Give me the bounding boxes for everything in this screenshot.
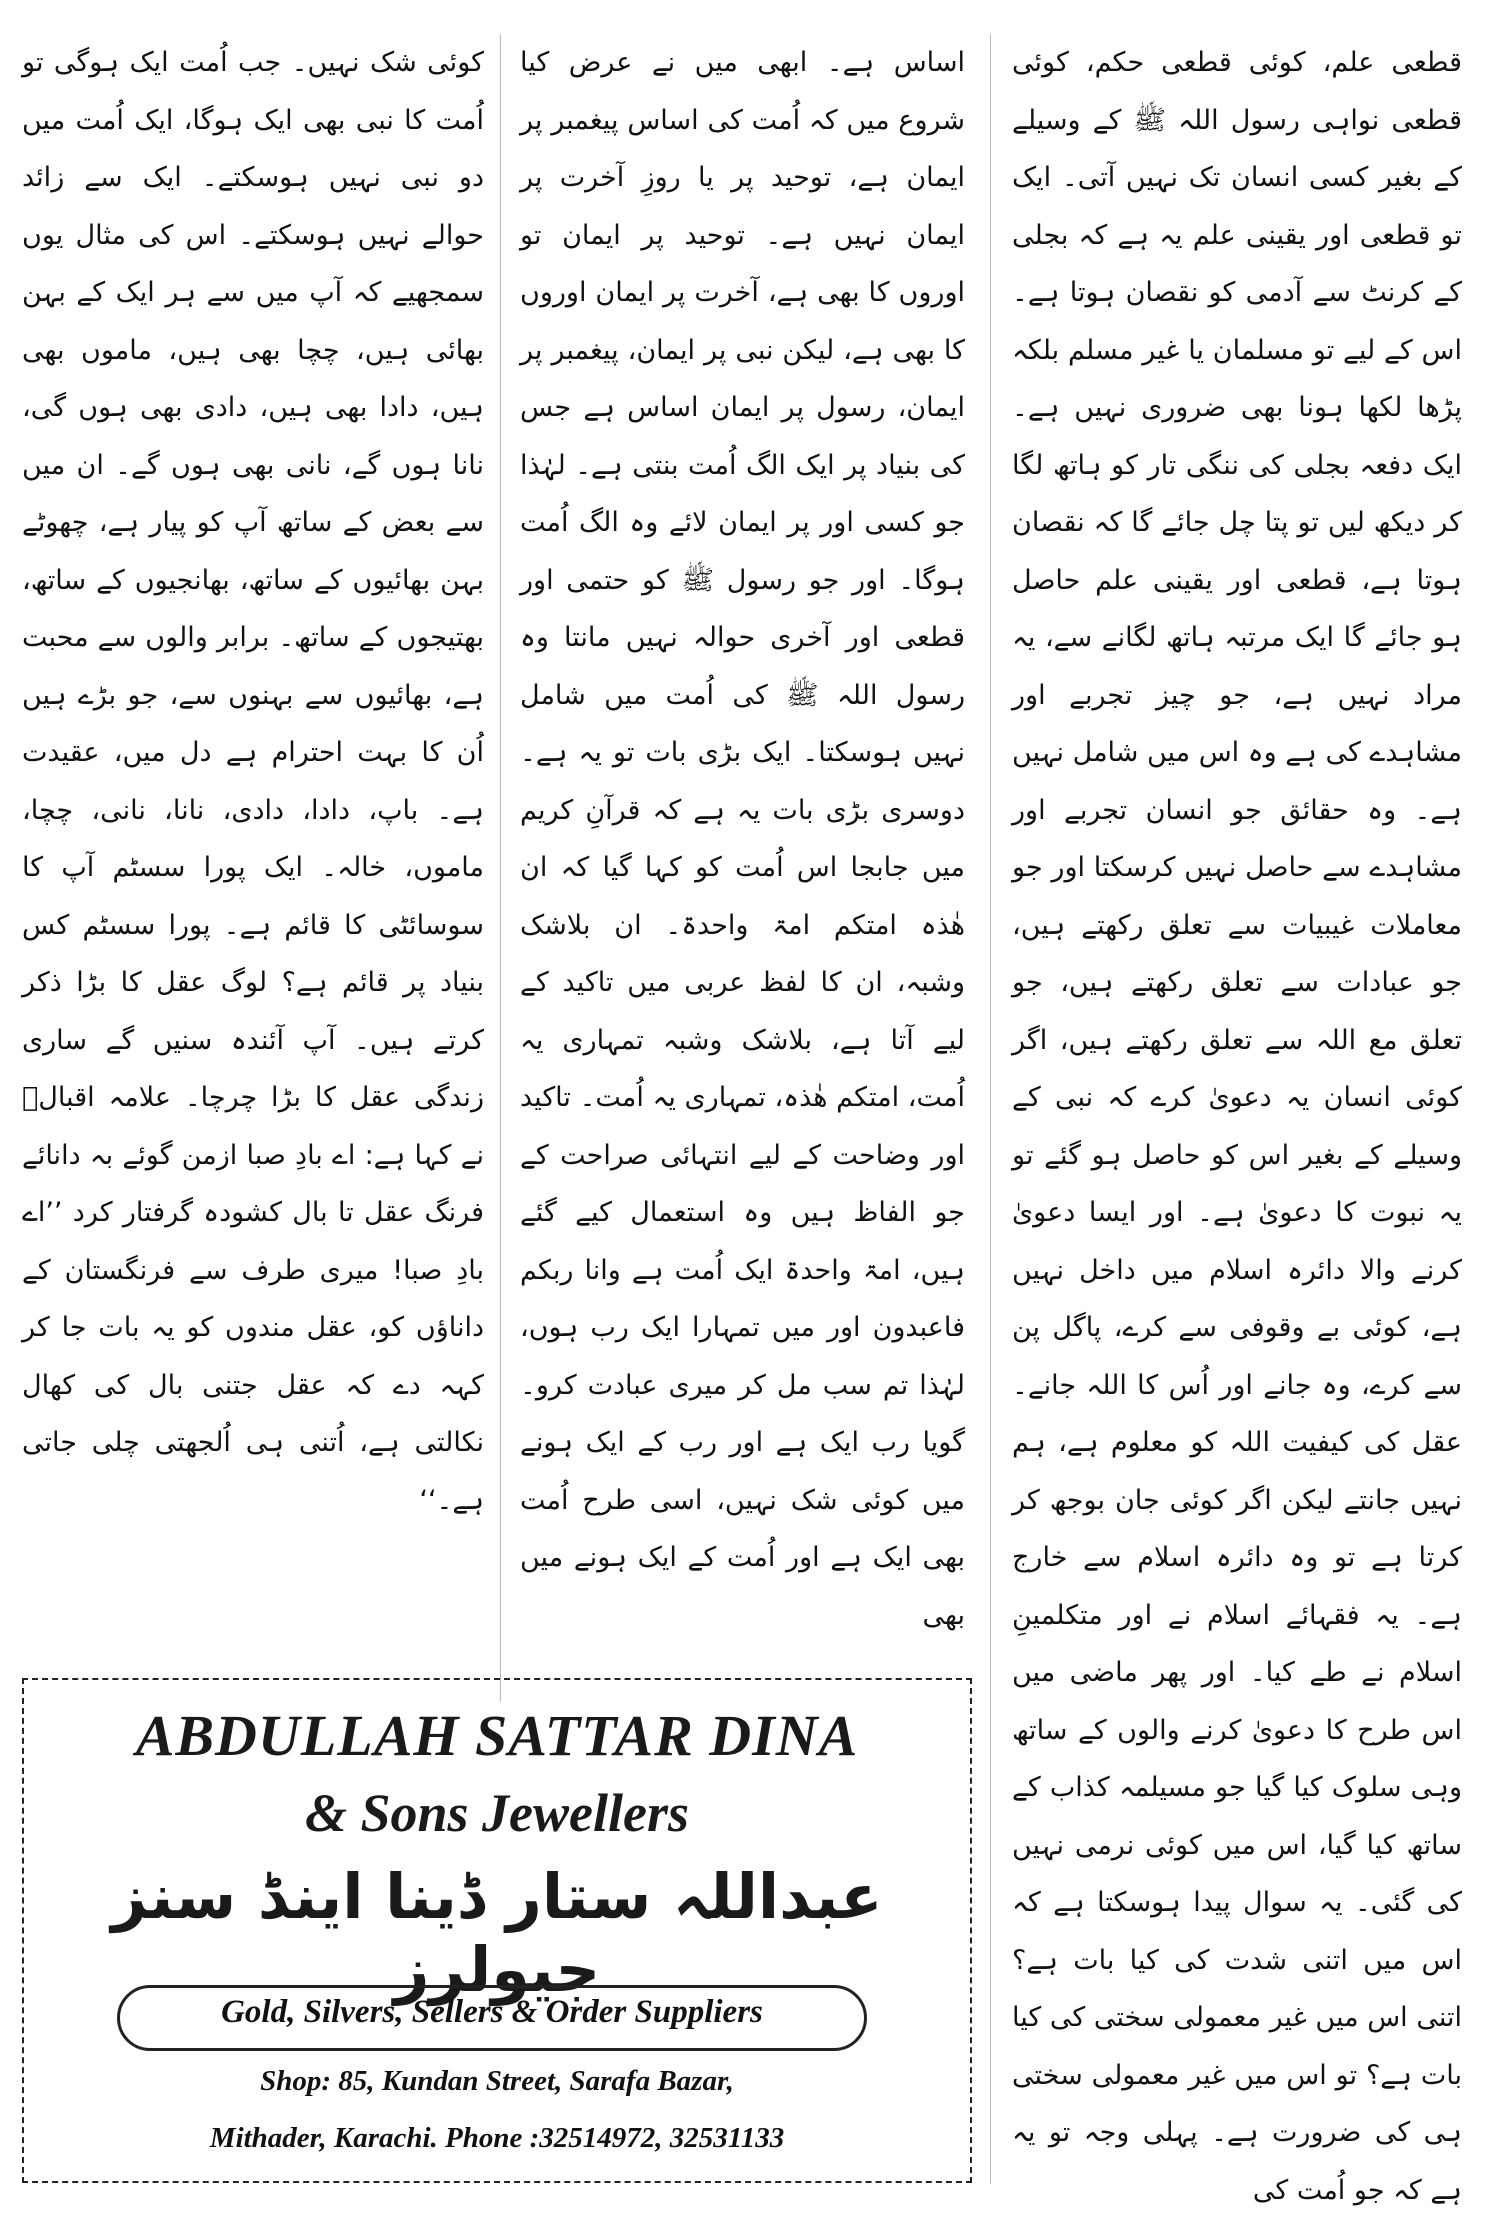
column-divider xyxy=(500,34,501,1702)
ad-title: ABDULLAH SATTAR DINA xyxy=(135,1703,859,1768)
column-divider xyxy=(990,34,991,2184)
article-column-middle xyxy=(520,34,965,1702)
ad-tagline-pill xyxy=(117,1985,867,2051)
article-text: کوئی شک نہیں۔ جب اُمت ایک ہوگی تو اُمت کا نبی بھی ایک ہوگا، ایک اُمت میں دو نبی نہیں ہوسکتے۔ ایک سے زائد حوالے نہیں ہوسکتے۔ اس کی مثال یوں سمجھیے کہ آپ میں سے ہر ایک کے بہن بھائی ہیں، چچا بھی ہیں، ماموں بھی ہیں، دادا بھی ہیں، دادی بھی ہوں گی، نانا ہوں گے، نانی بھی ہوں گے۔ ان میں سے بعض کے ساتھ آپ کو پیار ہے، چھوٹے بہن بھائیوں کے ساتھ، بھانجیوں کے ساتھ، بھتیجوں کے ساتھ۔ برابر والوں سے محبت ہے، بھائیوں سے بہنوں سے، جو بڑے ہیں اُن کا بہت احترام ہے دل میں، عقیدت ہے۔ باپ، دادا، دادی، نانا، نانی، چچا، ماموں، خالہ۔ ایک پورا سسٹم آپ کا سوسائٹی کا قائم ہے۔ پورا سسٹم کس بنیاد پر قائم ہے؟ لوگ عقل کا بڑا ذکر کرتے ہیں۔ آپ آئندہ سنیں گے ساری زندگی عقل کا بڑا چرچا۔ علامہ اقبالؒ نے کہا ہے: اے بادِ صبا ازمن گوئے بہ دانائے فرنگ عقل تا بال کشودہ گرفتار کرد ’’اے بادِ صبا! میری طرف سے فرنگستان کے داناؤں کو، عقل مندوں کو یہ بات جا کر کہہ دے کہ عقل جتنی بال کی کھال نکالتی ہے، اُتنی ہی اُلجھتی چلی جاتی ہے۔‘‘ xyxy=(22,47,484,1516)
article-column-right xyxy=(1012,34,1462,2206)
ad-address-line: Shop: 85, Kundan Street, Sarafa Bazar, xyxy=(260,2065,734,2097)
ad-tagline: Gold, Silvers, Sellers & Order Suppliers xyxy=(221,1994,763,2030)
article-column-left xyxy=(22,34,484,1702)
ad-urdu-name: عبداللہ ستار ڈینا اینڈ سنز جیولرز xyxy=(111,1860,883,2006)
jeweller-advertisement xyxy=(22,1678,972,2183)
article-text: قطعی علم، کوئی قطعی حکم، کوئی قطعی نواہی رسول اللہ ﷺ کے وسیلے کے بغیر کسی انسان تک نہیں آتی۔ ایک تو قطعی اور یقینی علم یہ ہے کہ بجلی کے کرنٹ سے آدمی کو نقصان ہوتا ہے۔ اس کے لیے تو مسلمان یا غیر مسلم بلکہ پڑھا لکھا ہونا بھی ضروری نہیں ہے۔ ایک دفعہ بجلی کی ننگی تار کو ہاتھ لگا کر دیکھ لیں تو پتا چل جائے گا کہ نقصان ہوتا ہے، قطعی اور یقینی علم حاصل ہو جائے گا ایک مرتبہ ہاتھ لگانے سے، یہ مراد نہیں ہے، جو چیز تجربے اور مشاہدے کی ہے وہ اس میں شامل نہیں ہے۔ وہ حقائق جو انسان تجربے اور مشاہدے سے حاصل نہیں کرسکتا اور جو معاملات غیبیات سے تعلق رکھتے ہیں، جو عبادات سے تعلق رکھتے ہیں، جو تعلق مع اللہ سے تعلق رکھتے ہیں، اگر کوئی انسان یہ دعویٰ کرے کہ نبی کے وسیلے کے بغیر اس کو حاصل ہو گئے تو یہ نبوت کا دعویٰ ہے۔ اور ایسا دعویٰ کرنے والا دائرہ اسلام میں داخل نہیں ہے، کوئی بے وقوفی سے کرے، پاگل پن سے کرے، وہ جانے اور اُس کا اللہ جانے۔ عقل کی کیفیت اللہ کو معلوم ہے، ہم نہیں جانتے لیکن اگر کوئی جان بوجھ کر کرتا ہے تو وہ دائرہ اسلام سے خارج ہے۔ یہ فقہائے اسلام نے اور متکلمینِ اسلام نے طے کیا۔ اور پھر ماضی میں اس طرح کا دعویٰ کرنے والوں کے ساتھ وہی سلوک کیا گیا جو مسیلمہ کذاب کے ساتھ کیا گیا، اس میں کوئی نرمی نہیں کی گئی۔ یہ سوال پیدا ہوسکتا ہے کہ اس میں اتنی شدت کی کیا بات ہے؟ اتنی اس میں غیر معمولی سختی کی کیا بات ہے؟ تو اس میں غیر معمولی سختی ہی کی ضرورت ہے۔ پہلی وجہ تو یہ ہے کہ جو اُمت کی xyxy=(1012,47,1462,2206)
ad-subtitle: & Sons Jewellers xyxy=(304,1783,690,1843)
article-text: اساس ہے۔ ابھی میں نے عرض کیا شروع میں کہ اُمت کی اساس پیغمبر پر ایمان ہے، توحید پر یا روزِ آخرت پر ایمان نہیں ہے۔ توحید پر ایمان تو اوروں کا بھی ہے، آخرت پر ایمان اوروں کا بھی ہے، لیکن نبی پر ایمان، پیغمبر پر ایمان، رسول پر ایمان اساس ہے جس کی بنیاد پر ایک الگ اُمت بنتی ہے۔ لہٰذا جو کسی اور پر ایمان لائے وہ الگ اُمت ہوگا۔ اور جو رسول ﷺ کو حتمی اور قطعی اور آخری حوالہ نہیں مانتا وہ رسول اللہ ﷺ کی اُمت میں شامل نہیں ہوسکتا۔ ایک بڑی بات تو یہ ہے۔ دوسری بڑی بات یہ ہے کہ قرآنِ کریم میں جابجا اس اُمت کو کہا گیا کہ ان ھٰذہ امتکم امۃ واحدۃ۔ ان بلاشک وشبہ، ان کا لفظ عربی میں تاکید کے لیے آتا ہے، بلاشک وشبہ تمہاری یہ اُمت، امتکم ھٰذہ، تمہاری یہ اُمت۔ تاکید اور وضاحت کے لیے انتہائی صراحت کے جو الفاظ ہیں وہ استعمال کیے گئے ہیں، امۃ واحدۃ ایک اُمت ہے وانا ربکم فاعبدون اور میں تمہارا ایک رب ہوں، لہٰذا تم سب مل کر میری عبادت کرو۔ گویا رب ایک ہے اور رب کے ایک ہونے میں کوئی شک نہیں، اسی طرح اُمت بھی ایک ہے اور اُمت کے ایک ہونے میں بھی xyxy=(520,47,965,1631)
ad-contact-line: Mithader, Karachi. Phone :32514972, 32531133 xyxy=(209,2122,785,2154)
